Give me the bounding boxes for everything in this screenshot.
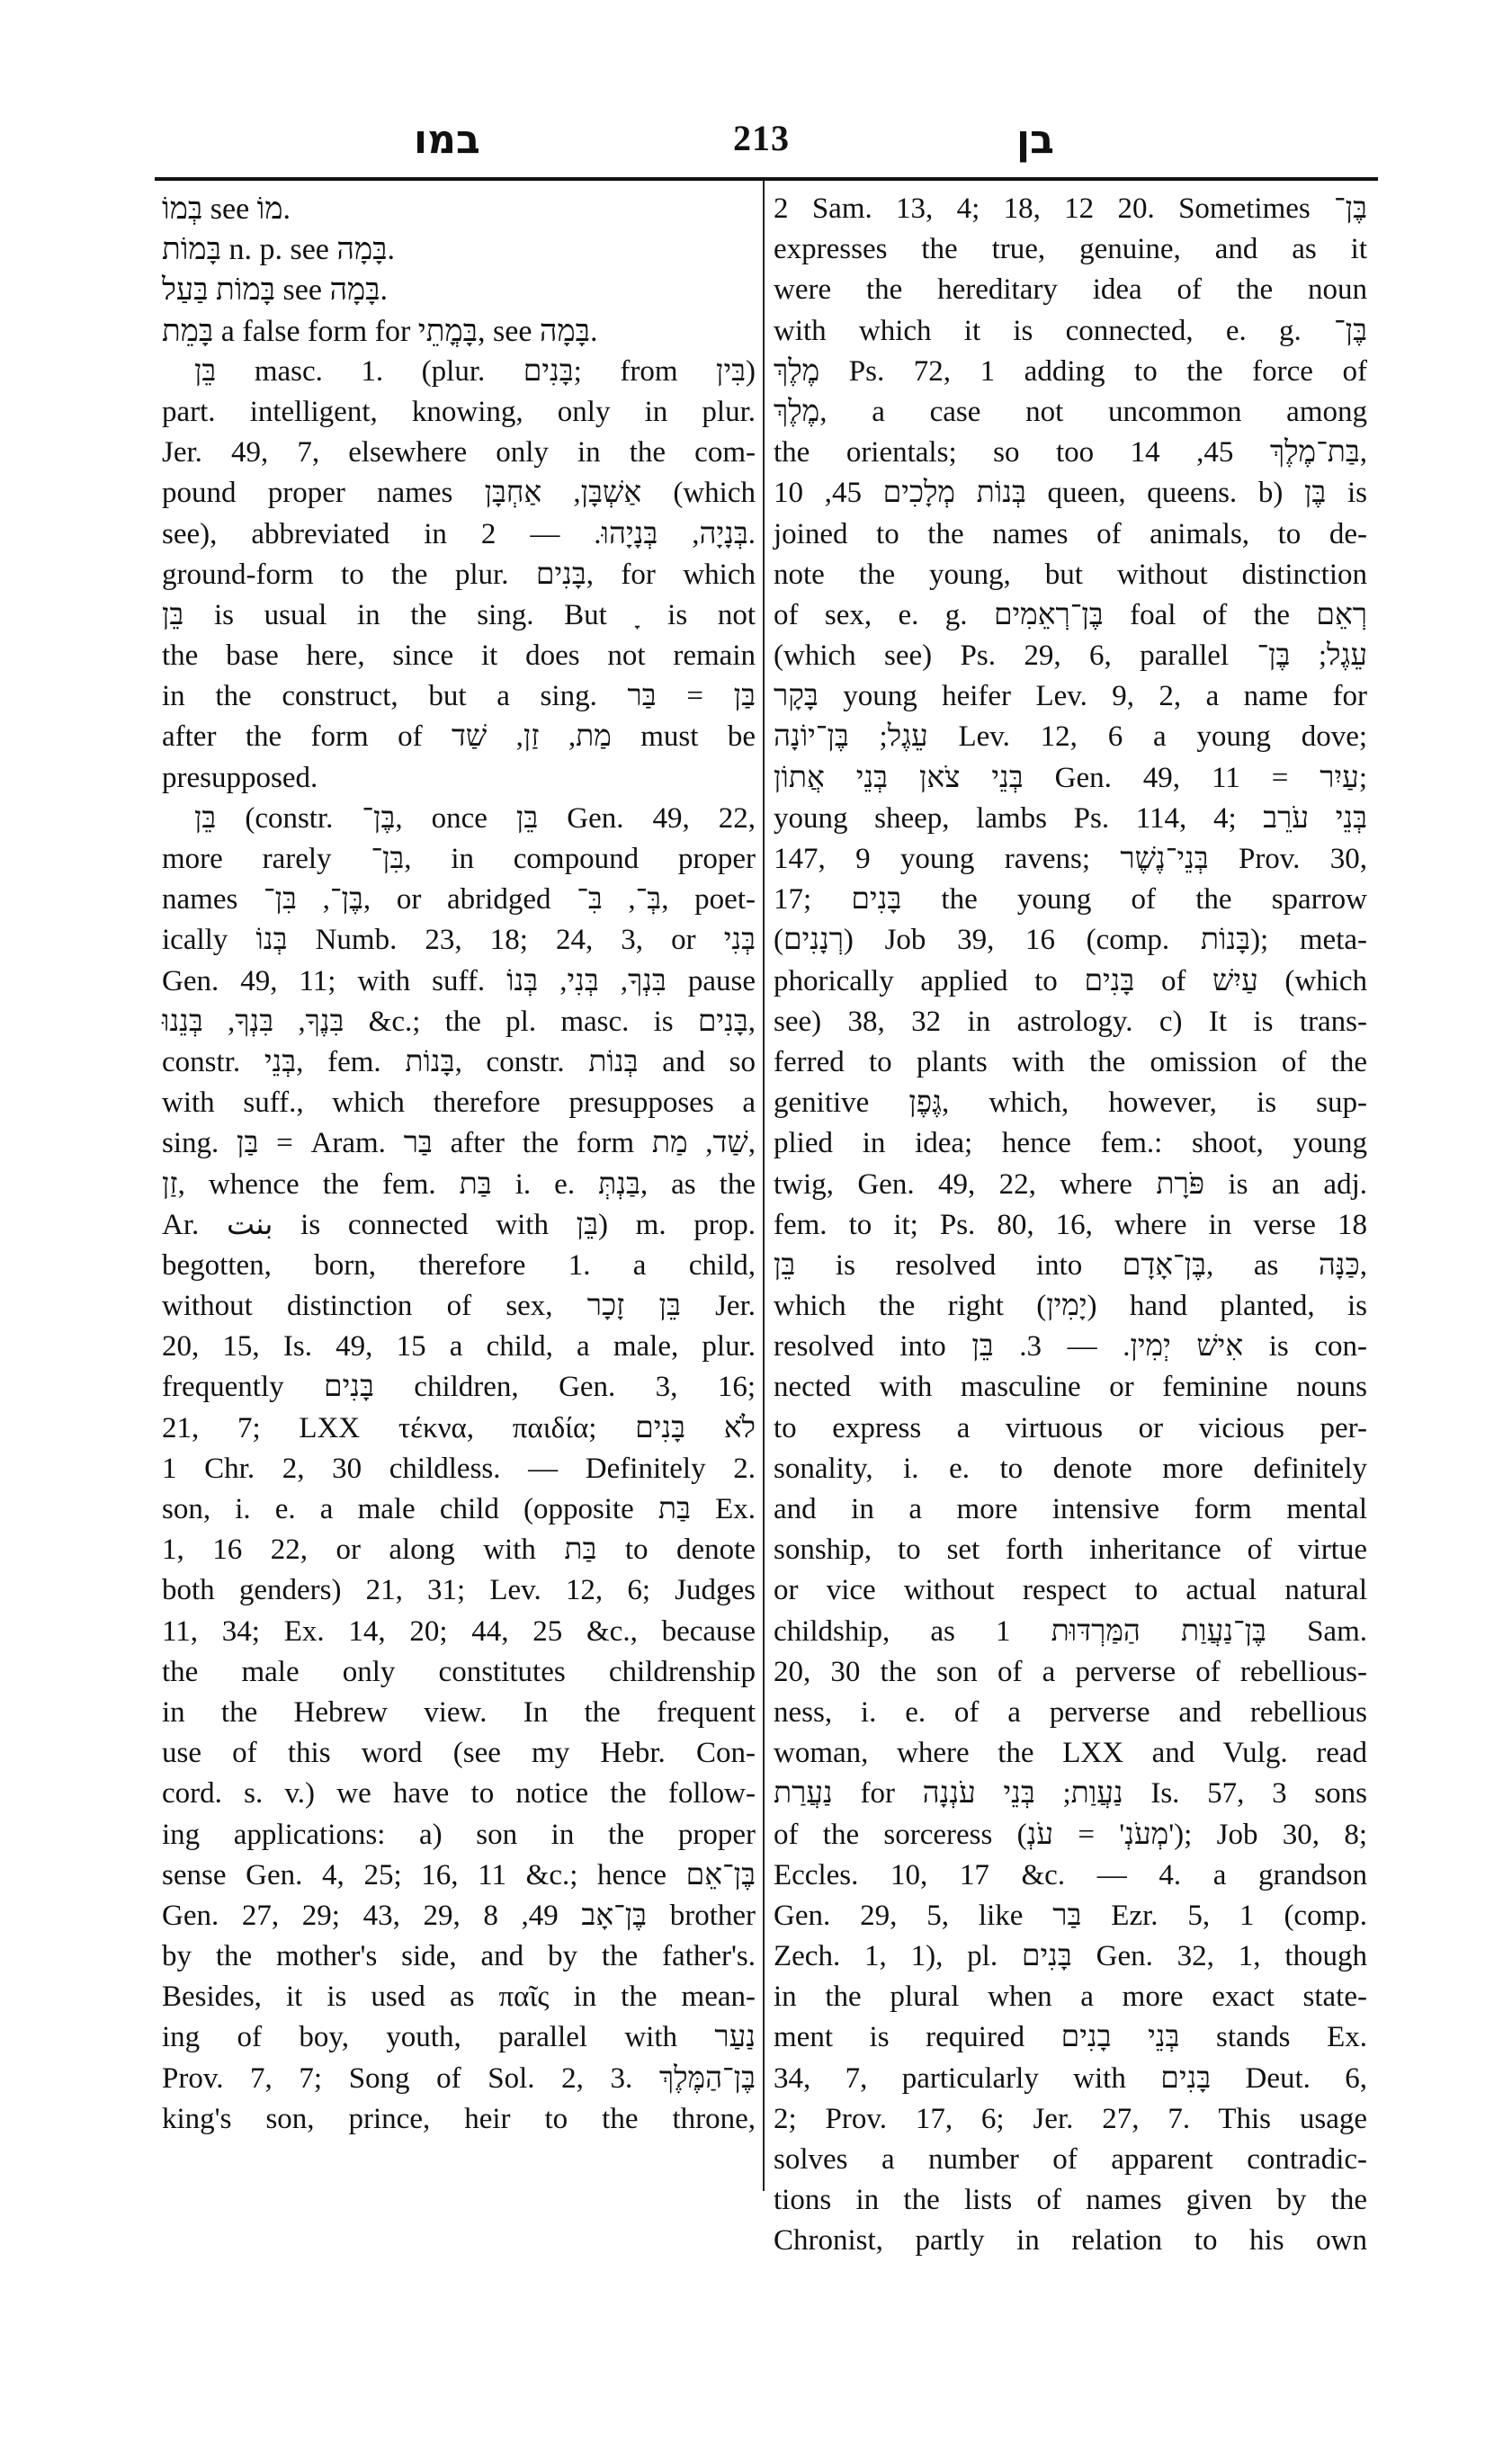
entry-line: 34, 7, particularly with בָּנִים Deut. 6, xyxy=(774,2061,1368,2095)
entry-line: Chronist, partly in relation to his own xyxy=(774,2224,1367,2258)
entry-line: 11, 34; Ex. 14, 20; 44, 25 &c., because xyxy=(162,1614,756,1648)
entry-line: without distinction of sex, בֵּן זָכָר Jer. xyxy=(162,1290,756,1323)
right-guideword: בן xyxy=(1016,117,1054,163)
entry-line: בָּמוֹת בַּעַל see בָּמָה. xyxy=(162,273,389,308)
entry-line: pound proper names אַשְׁבָּן, אַחְבָּן (which xyxy=(162,477,756,510)
entry-line: which the right (יָמִין) hand planted, is xyxy=(774,1290,1367,1323)
entry-line: the male only constitutes childrenship xyxy=(162,1655,756,1688)
entry-line: after the form of מַת, זַן, שַׁד must be xyxy=(162,720,756,754)
entry-line: son, i. e. a male child (opposite בַּת Ex. xyxy=(162,1493,756,1525)
entry-line: 2; Prov. 17, 6; Jer. 27, 7. This usage xyxy=(774,2102,1367,2135)
entry-line: Gen. 49, 11; with suff. בִּנְךָ, בְּנִי, בְּנוֹ pause xyxy=(162,964,756,997)
entry-line: sonship, to set forth inheritance of virtue xyxy=(774,1533,1367,1567)
left-column xyxy=(162,189,756,2140)
entry-line: בֵּן is resolved into בֶּן־אָדָם, as כַּנָּה, xyxy=(774,1248,1367,1282)
entry-line: בֵּן (constr. בֶּן־, once בֵּן Gen. 49, 22, xyxy=(194,801,756,835)
entry-line: childship, as בֶּן־נַעֲוַת הַמַּרְדּוּת 1 Sam. xyxy=(774,1614,1367,1648)
entry-line: both genders) 21, 31; Lev. 12, 6; Judges xyxy=(162,1574,756,1607)
entry-line: (רְנָנִים) Job 39, 16 (comp. בָּנוֹת); meta- xyxy=(774,924,1367,957)
entry-line: to express a virtuous or vicious per- xyxy=(774,1411,1367,1444)
entry-line: 1, 16 22, or along with בַּת to denote xyxy=(162,1533,756,1567)
entry-line: constr. בְּנֵי, fem. בָּנוֹת, constr. בְּנוֹת and so xyxy=(162,1045,756,1078)
entry-line: sense Gen. 4, 25; 16, 11 &c.; hence בֶּן־אֵם xyxy=(162,1858,756,1891)
entry-line: מֶלֶךְ, a case not uncommon among xyxy=(774,395,1367,428)
entry-line: בְּנֵי צֹאן בְּנֵי אֲתוֹן Gen. 49, 11 = עַיִר; xyxy=(774,761,1367,794)
entry-line: of sex, e. g. בֶּן־רְאֵמִים foal of the רְאֵם xyxy=(774,598,1367,631)
entry-line: Ar. بنت is connected with בֵּן) m. prop. xyxy=(162,1208,756,1241)
column-divider xyxy=(763,181,765,2191)
left-guideword: במו xyxy=(414,117,480,163)
entry-line: בֵּן is usual in the sing. But ָ is not xyxy=(162,598,756,631)
entry-line: 17; בָּנִים the young of the sparrow xyxy=(774,883,1368,917)
entry-line: by the mother's side, and by the father's. xyxy=(162,1940,756,1973)
entry-line: בָּקָר young heifer Lev. 9, 2, a name for xyxy=(774,680,1367,713)
entry-line: names בֶּן־, בִּן־, or abridged בְּ־, בִּ־, poet- xyxy=(162,883,756,917)
entry-line: זַן, whence the fem. בַּת i. e. בַּנְתְּ, as the xyxy=(162,1167,756,1201)
entry-line: Eccles. 10, 17 &c. — 4. a grandson xyxy=(774,1858,1367,1891)
entry-line: ing of boy, youth, parallel with נַעַר xyxy=(162,2021,756,2054)
entry-line: part. intelligent, knowing, only in plur. xyxy=(162,395,756,428)
entry-line: tions in the lists of names given by the xyxy=(774,2184,1367,2217)
entry-line: (which see) Ps. 29, 6, parallel עֵגֶל; בֶּן־ xyxy=(774,639,1367,673)
entry-line: בֵּן masc. 1. (plur. בָּנִים; from בִּין) xyxy=(194,354,756,388)
entry-line: בִּנֶךָ, בִּנְךָ, בְּנֵנוּ &c.; the pl. masc. is בָּנִים, xyxy=(162,1005,756,1038)
entry-line: 20, 15, Is. 49, 15 a child, a male, plur. xyxy=(162,1330,756,1364)
entry-line: presupposed. xyxy=(162,761,318,794)
entry-line: Prov. 7, 7; Song of Sol. 2, 3. בֶּן־הַמֶּלֶךְ xyxy=(162,2061,756,2095)
entry-line: Zech. 1, 1), pl. בָּנִים Gen. 32, 1, though xyxy=(774,1940,1367,1973)
entry-line: or vice without respect to actual natural xyxy=(774,1574,1367,1607)
entry-line: the orientals; so too בַּת־מֶלֶךְ 45, 14, xyxy=(774,436,1367,469)
entry-line: ically בְּנוֹ Numb. 23, 18; 24, 3, or בְּנִי xyxy=(162,924,756,957)
entry-line: twig, Gen. 49, 22, where פֹּרָת is an adj. xyxy=(774,1167,1367,1201)
entry-line: genitive גֶּפֶן, which, however, is sup- xyxy=(774,1086,1367,1120)
entry-line: begotten, born, therefore 1. a child, xyxy=(162,1248,756,1282)
entry-line: cord. s. v.) we have to notice the follow- xyxy=(162,1777,756,1811)
entry-line: young sheep, lambs Ps. 114, 4; בְּנֵי עֹרֵב xyxy=(774,801,1367,835)
entry-line: sing. בַּן = Aram. בַּר after the form שַׁד, מַת, xyxy=(162,1127,756,1160)
entry-line: frequently בָּנִים children, Gen. 3, 16; xyxy=(162,1371,756,1404)
entry-line: sonality, i. e. to denote more definitely xyxy=(774,1452,1367,1485)
entry-line: of the sorceress (מְעֹנְ' = עֹנְ'); Job 30, 8; xyxy=(774,1818,1367,1851)
entry-line: use of this word (see my Hebr. Con- xyxy=(162,1737,756,1770)
entry-line: נַעֲרַת for נַעֲוַת; בְּנֵי עֹנְנָה Is. 57, 3 sons xyxy=(774,1777,1367,1811)
entry-line: in the construct, but a sing. בַּן = בַּר xyxy=(162,680,756,713)
entry-line: joined to the names of animals, to de- xyxy=(774,517,1367,550)
entry-line: ness, i. e. of a perverse and rebellious xyxy=(774,1695,1367,1729)
entry-line: 2 Sam. 13, 4; 18, 12 20. Sometimes בֶּן־ xyxy=(774,192,1367,225)
entry-line: ferred to plants with the omission of the xyxy=(774,1045,1367,1078)
entry-line: and in a more intensive form mental xyxy=(774,1493,1367,1525)
entry-line: resolved into אִישׁ יְמִין. — 3. בֵּן is con- xyxy=(774,1330,1367,1364)
entry-line: 20, 30 the son of a perverse of rebellious- xyxy=(774,1655,1367,1688)
entry-line: with which it is connected, e. g. בֶּן־ xyxy=(774,314,1367,347)
entry-line: בְּמוֹ see מוֹ. xyxy=(162,192,291,226)
entry-line: מֶלֶךְ Ps. 72, 1 adding to the force of xyxy=(774,354,1367,388)
entry-line: ment is required בְּנֵי בָנִים stands Ex. xyxy=(774,2021,1367,2054)
page-header xyxy=(153,117,1378,180)
entry-line: in the Hebrew view. In the frequent xyxy=(162,1695,756,1729)
entry-line: ing applications: a) son in the proper xyxy=(162,1818,756,1851)
entry-line: woman, where the LXX and Vulg. read xyxy=(774,1737,1367,1770)
header-rule xyxy=(155,177,1378,181)
entry-line: nected with masculine or feminine nouns xyxy=(774,1371,1367,1404)
entry-line: 1 Chr. 2, 30 childless. — Definitely 2. xyxy=(162,1452,756,1485)
entry-line: were the hereditary idea of the noun xyxy=(774,273,1367,307)
entry-line: Gen. 27, 29; 43, 29, בֶּן־אָב 49, 8 brother xyxy=(162,1899,756,1932)
entry-line: more rarely בִּן־, in compound proper xyxy=(162,843,756,875)
entry-line: see) 38, 32 in astrology. c) It is trans- xyxy=(774,1005,1367,1038)
entry-line: with suff., which therefore presupposes a xyxy=(162,1086,756,1120)
entry-line: note the young, but without distinction xyxy=(774,558,1367,591)
entry-line: Jer. 49, 7, elsewhere only in the com- xyxy=(162,436,756,469)
entry-line: עֵגֶל; בֶּן־יוֹנָה Lev. 12, 6 a young dove; xyxy=(774,720,1368,754)
right-column xyxy=(774,189,1367,2262)
entry-line: see), abbreviated in בְּנָיָה, בְּנָיָהוּ. — 2. xyxy=(162,517,756,550)
page-number: 213 xyxy=(733,118,790,158)
entry-line: בָּמֵת a false form for בָּמֳתֵי, see בָּמָה. xyxy=(162,314,598,348)
entry-line: fem. to it; Ps. 80, 16, where in verse 18 xyxy=(774,1208,1367,1241)
entry-line: ground-form to the plur. בָּנִים, for which xyxy=(162,558,756,591)
entry-line: בְּנוֹת מְלָכִים 45, 10 queen, queens. b) בֶּן is xyxy=(774,477,1368,510)
entry-line: in the plural when a more exact state- xyxy=(774,1981,1367,2014)
entry-line: solves a number of apparent contradic- xyxy=(774,2143,1367,2176)
entry-line: the base here, since it does not remain xyxy=(162,639,756,673)
entry-line: plied in idea; hence fem.: shoot, young xyxy=(774,1127,1367,1160)
entry-line: expresses the true, genuine, and as it xyxy=(774,233,1367,266)
entry-line: בָּמוֹת n. p. see בָּמָה. xyxy=(162,233,396,267)
entry-line: king's son, prince, heir to the throne, xyxy=(162,2102,756,2135)
entry-line: 147, 9 young ravens; בְּנֵי־נֶשֶׁר Prov. 30, xyxy=(774,843,1367,875)
entry-line: Besides, it is used as παῖς in the mean- xyxy=(162,1981,756,2014)
entry-line: Gen. 29, 5, like בַּר Ezr. 5, 1 (comp. xyxy=(774,1899,1367,1932)
entry-line: 21, 7; LXX τέκνα, παιδία; לֹא בָּנִים xyxy=(162,1411,756,1444)
entry-line: phorically applied to בָּנִים of עַיִשׁ (which xyxy=(774,964,1367,997)
